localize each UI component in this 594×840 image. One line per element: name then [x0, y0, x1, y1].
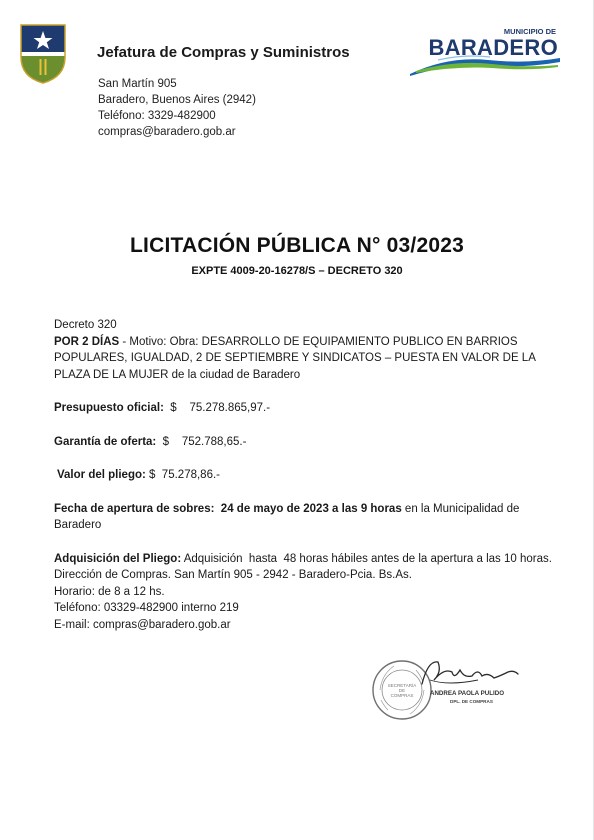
direccion-line: Dirección de Compras. San Martín 905 - 2942 - Baradero-Pcia. Bs.As.: [54, 569, 412, 581]
address-line-2: Baradero, Buenos Aires (2942): [98, 94, 256, 106]
phone-line: Teléfono: 3329-482900: [98, 110, 216, 122]
office-contact: [98, 76, 256, 140]
tender-subtitle: EXPTE 4009-20-16278/S – DECRETO 320: [191, 265, 403, 277]
pliego-value: $ 75.278,86.-: [145, 469, 220, 481]
pliego-line: [54, 467, 564, 484]
email-line: compras@baradero.gob.ar: [98, 126, 236, 138]
coat-of-arms-icon: [17, 21, 69, 85]
garantia-line: [54, 434, 564, 451]
adquisicion-text: Adquisición hasta 48 horas hábiles antes de la apertura a las 10 horas.: [181, 552, 552, 565]
adquisicion-label: Adquisición del Pliego:: [54, 552, 182, 565]
presupuesto-line: [54, 400, 564, 417]
signature-stamp: [368, 650, 538, 736]
motivo-text: Motivo: Obra: DESARROLLO DE EQUIPAMIENTO PUBLICO EN BARRIOS POPULARES, IGUALDAD, 2 DE SEPTIEMBRE Y SINDICATOS – PUESTA EN VALOR DE LA PLAZA DE LA MUJER de la ciudad de Baradero: [54, 335, 536, 381]
address-line-1: San Martín 905: [98, 78, 177, 90]
motivo-sep: -: [119, 335, 130, 348]
office-name: Jefatura de Compras y Suministros: [97, 44, 350, 61]
motivo-paragraph: [54, 334, 564, 384]
pliego-label: Valor del pliego:: [57, 469, 146, 481]
garantia-label: Garantía de oferta:: [54, 435, 157, 448]
email-contact-line: E-mail: compras@baradero.gob.ar: [54, 618, 231, 631]
municipio-baradero-logo: [408, 24, 564, 76]
presupuesto-value: $ 75.278.865,97.-: [163, 402, 271, 414]
decreto-line: Decreto 320: [54, 319, 117, 331]
logo-small-text: MUNICIPIO DE: [503, 27, 556, 36]
tender-title: LICITACIÓN PÚBLICA N° 03/2023: [130, 234, 464, 257]
svg-text:COMPRAS: COMPRAS: [390, 693, 414, 698]
svg-text:SECRETARÍA: SECRETARÍA: [387, 683, 417, 688]
signatory-role: DPL. DE COMPRAS: [450, 699, 493, 704]
adquisicion-line: [54, 551, 564, 568]
apertura-paragraph: [54, 501, 564, 534]
presupuesto-label: Presupuesto oficial:: [54, 402, 164, 414]
telefono-line: Teléfono: 03329-482900 interno 219: [54, 602, 239, 614]
apertura-rest: en la Municipalidad de Baradero: [54, 502, 520, 531]
apertura-label: Fecha de apertura de sobres:: [54, 502, 215, 515]
motivo-lead: POR 2 DÍAS: [54, 335, 120, 348]
logo-big-text: BARADERO: [428, 35, 558, 60]
svg-text:DE: DE: [398, 688, 406, 693]
apertura-value: 24 de mayo de 2023 a las 9 horas: [214, 502, 402, 515]
signatory-name: ANDREA PAOLA PULIDO: [430, 690, 505, 697]
garantia-value: $ 752.788,65.-: [156, 435, 247, 448]
tender-body: [54, 317, 564, 633]
horario-line: Horario: de 8 a 12 hs.: [54, 585, 165, 598]
